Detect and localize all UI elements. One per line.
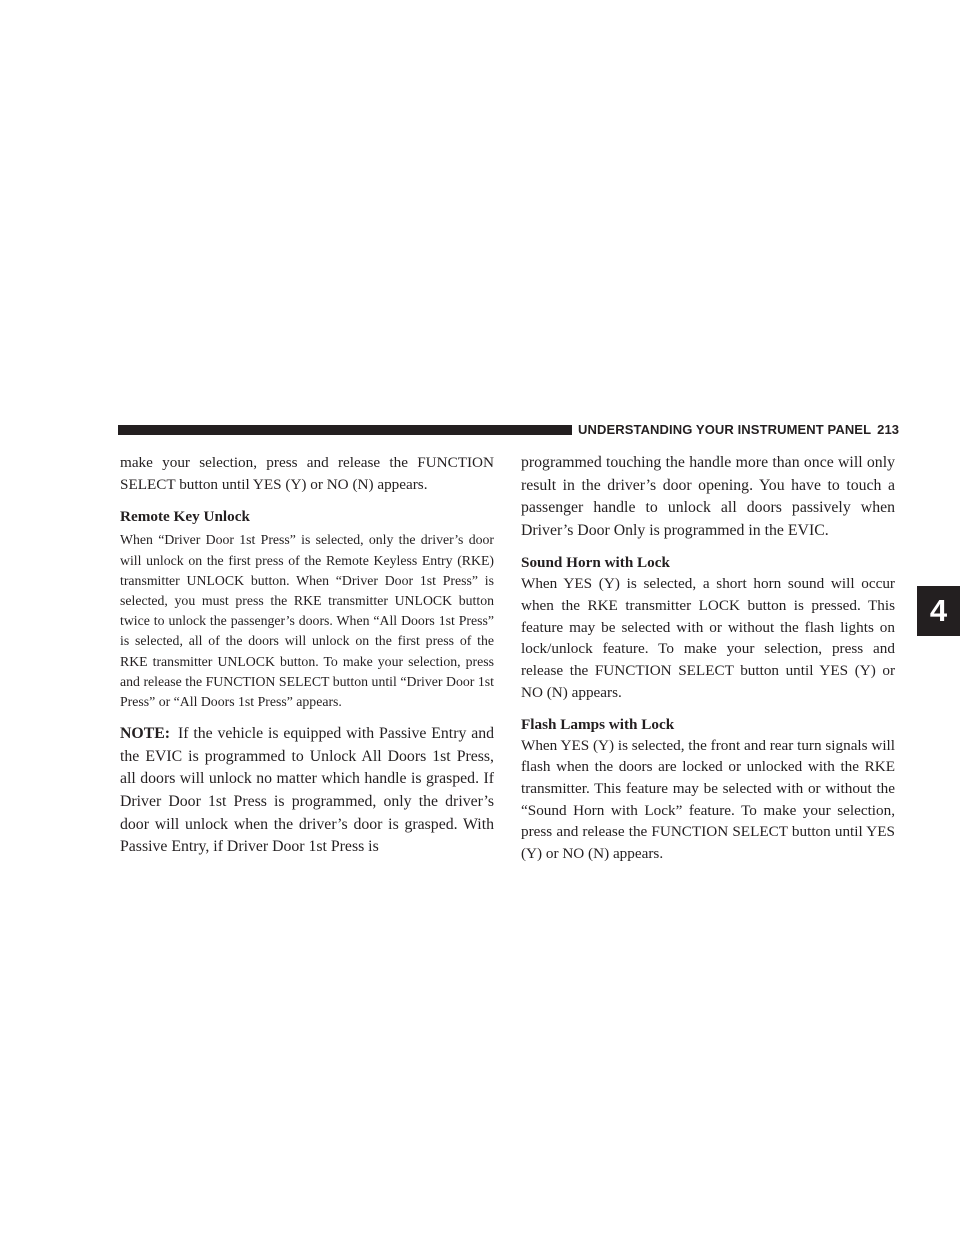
right-column — [521, 452, 895, 865]
remote-key-unlock-heading: Remote Key Unlock — [120, 508, 250, 526]
sound-horn-body: When YES (Y) is selected, a short horn sound will occur when the RKE transmitter LOCK button is pressed. This feature may be selected with or without the flash lights on lock/unlock feature. To make your selection, press and release the FUNCTION SELECT button until YES (Y) or NO (N) appears. — [521, 575, 895, 701]
continuation-paragraph: programmed touching the handle more than once will only result in the driver’s door opening. You have to touch a passenger handle to unlock all doors passively when Driver’s Door Only is programmed in the EVIC. — [521, 454, 895, 539]
note-label: NOTE: — [120, 725, 171, 743]
note-body: If the vehicle is equipped with Passive Entry and the EVIC is programmed to Unlock All Doors 1st Press, all doors will unlock no matter which handle is grasped. If Driver Door 1st Press is programmed, only the driver’s door will unlock when the driver’s door is grasped. With Passive Entry, if Driver Door 1st Press is — [120, 725, 494, 856]
left-column — [120, 452, 494, 859]
running-header — [578, 422, 899, 438]
intro-paragraph: make your selection, press and release the FUNCTION SELECT button until YES (Y) or NO (N) appears. — [120, 454, 494, 493]
sound-horn-heading: Sound Horn with Lock — [521, 554, 670, 572]
remote-key-unlock-body: When “Driver Door 1st Press” is selected, only the driver’s door will unlock on the first press of the Remote Keyless Entry (RKE) transmitter UNLOCK button. When “Driver Door 1st Press” is selected, you must press the RKE transmitter UNLOCK button twice to unlock the passenger’s doors. When “All Doors 1st Press” is selected, all of the doors will unlock on the first press of the RKE transmitter UNLOCK button. To make your selection, press and release the FUNCTION SELECT button until “Driver Door 1st Press” or “All Doors 1st Press” appears. — [120, 532, 494, 710]
note-paragraph — [120, 723, 494, 859]
header-rule — [118, 425, 572, 435]
chapter-tab: 4 — [917, 586, 960, 636]
flash-lamps-heading: Flash Lamps with Lock — [521, 715, 675, 733]
section-title: UNDERSTANDING YOUR INSTRUMENT PANEL — [578, 422, 872, 437]
flash-lamps-body: When YES (Y) is selected, the front and rear turn signals will flash when the doors are locked or unlocked with the RKE transmitter. This feature may be selected with or without the “Sound Horn with Lock” feature. To make your selection, press and release the FUNCTION SELECT button until YES (Y) or NO (N) appears. — [521, 736, 895, 863]
page-number: 213 — [877, 422, 900, 437]
